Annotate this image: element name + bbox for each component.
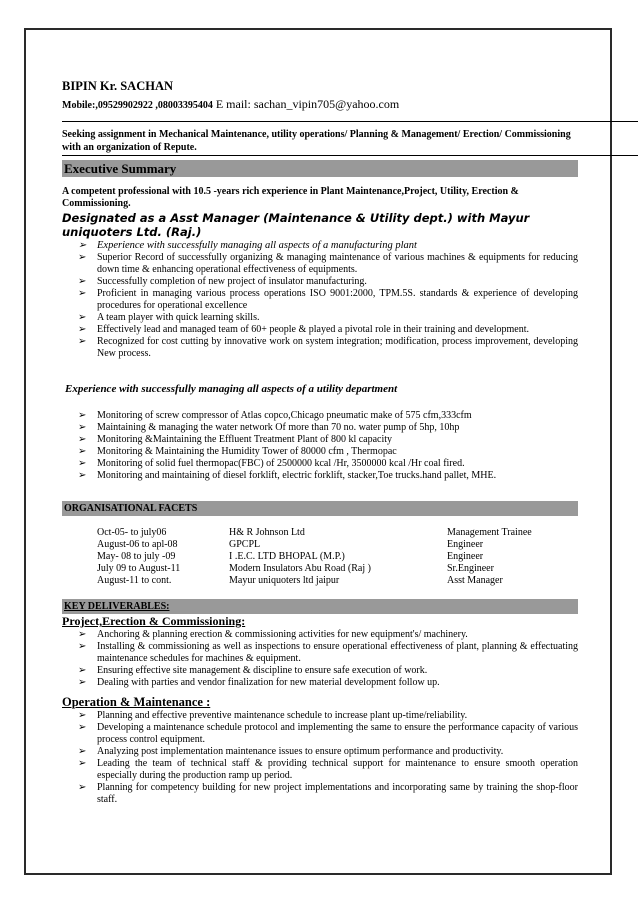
summary-intro: A competent professional with 10.5 -years rich experience in Plant Maintenance,Project, Utility, Erection & Commissioning. <box>62 186 519 209</box>
list-item: ➢ Dealing with parties and vendor finalization for new material development follow up. <box>78 677 440 688</box>
arrow-bullet-icon: ➢ <box>78 324 87 335</box>
operation-list <box>78 710 578 806</box>
arrow-bullet-icon: ➢ <box>78 252 87 263</box>
list-item: ➢ Proficient in managing various process operations ISO 9001:2000, TPM.5S. standards & experience of developing procedures for operational excellence <box>78 288 578 311</box>
arrow-bullet-icon: ➢ <box>78 782 87 793</box>
arrow-bullet-icon: ➢ <box>78 288 87 299</box>
organisational-facets-heading: ORGANISATIONAL FACETS <box>62 501 578 516</box>
list-item: ➢ Experience with successfully managing all aspects of a manufacturing plant <box>78 240 417 251</box>
summary-list <box>78 240 578 360</box>
utility-list <box>78 410 578 482</box>
list-item: ➢ Leading the team of technical staff & providing technical support for maintenance to ensure smooth operation especially during the production ramp up period. <box>78 758 578 781</box>
email-address: E mail: sachan_vipin705@yahoo.com <box>215 97 400 111</box>
list-item: ➢ Maintaining & managing the water network Of more than 70 no. water pump of 5hp, 10hp <box>78 422 460 433</box>
list-item: ➢ Installing & commissioning as well as inspections to ensure operational effectiveness of plant, planning & effectuating maintenance schedules for machines & equipment. <box>78 641 578 664</box>
list-item: ➢ Anchoring & planning erection & commissioning activities for new equipment's/ machinery. <box>78 629 468 640</box>
arrow-bullet-icon: ➢ <box>78 458 87 469</box>
list-item: ➢ Monitoring & Maintaining the Humidity Tower of 80000 cfm , Thermopac <box>78 446 397 457</box>
arrow-bullet-icon: ➢ <box>78 641 87 652</box>
candidate-name: BIPIN Kr. SACHAN <box>62 79 174 93</box>
table-row: August-11 to cont. Mayur uniquoters ltd jaipur Asst Manager <box>97 575 503 586</box>
designation-line: Designated as a Asst Manager (Maintenance & Utility dept.) with Mayur uniquoters Ltd. (Raj.) <box>62 211 530 239</box>
executive-summary-heading: Executive Summary <box>62 160 578 177</box>
arrow-bullet-icon: ➢ <box>78 336 87 347</box>
employment-table <box>97 527 532 587</box>
arrow-bullet-icon: ➢ <box>78 710 87 721</box>
list-item: ➢ Effectively lead and managed team of 60+ people & played a pivotal role in their training and development. <box>78 324 529 335</box>
table-row: July 09 to August-11 Modern Insulators Abu Road (Raj ) Sr.Engineer <box>97 563 494 574</box>
project-list <box>78 629 578 689</box>
arrow-bullet-icon: ➢ <box>78 470 87 481</box>
list-item: ➢ Superior Record of successfully organizing & managing maintenance of various machines & equipments for reducing down time & enhancing operational effectiveness of equipments. <box>78 252 578 275</box>
list-item: ➢ Ensuring effective site management & discipline to ensure safe execution of work. <box>78 665 428 676</box>
list-item: ➢ Successfully completion of new project of insulator manufacturing. <box>78 276 367 287</box>
arrow-bullet-icon: ➢ <box>78 422 87 433</box>
key-deliverables-heading: KEY DELIVERABLES: <box>62 599 578 614</box>
contact-line <box>62 97 399 112</box>
arrow-bullet-icon: ➢ <box>78 410 87 421</box>
list-item: ➢ Monitoring &Maintaining the Effluent Treatment Plant of 800 kl capacity <box>78 434 393 445</box>
header-divider <box>62 121 638 122</box>
list-item: ➢ Planning and effective preventive maintenance schedule to increase plant up-time/reliability. <box>78 710 468 721</box>
list-item: ➢ Monitoring of screw compressor of Atlas copco,Chicago pneumatic make of 575 cfm,333cfm <box>78 410 472 421</box>
arrow-bullet-icon: ➢ <box>78 758 87 769</box>
table-row: Oct-05- to july06 H& R Johnson Ltd Management Trainee <box>97 527 532 538</box>
list-item: ➢ Analyzing post implementation maintenance issues to ensure optimum performance and productivity. <box>78 746 504 757</box>
arrow-bullet-icon: ➢ <box>78 746 87 757</box>
list-item: ➢ A team player with quick learning skills. <box>78 312 260 323</box>
arrow-bullet-icon: ➢ <box>78 665 87 676</box>
list-item: ➢ Monitoring of solid fuel thermopac(FBC) of 2500000 kcal /Hr, 3500000 kcal /Hr coal fired. <box>78 458 465 469</box>
arrow-bullet-icon: ➢ <box>78 629 87 640</box>
arrow-bullet-icon: ➢ <box>78 312 87 323</box>
objective-divider <box>62 155 638 156</box>
utility-heading: Experience with successfully managing all aspects of a utility department <box>65 383 398 395</box>
table-row: May- 08 to july -09 I .E.C. LTD BHOPAL (M.P.) Engineer <box>97 551 484 562</box>
arrow-bullet-icon: ➢ <box>78 677 87 688</box>
arrow-bullet-icon: ➢ <box>78 240 87 251</box>
arrow-bullet-icon: ➢ <box>78 722 87 733</box>
mobile-numbers: Mobile:,09529902922 ,08003395404 <box>62 100 213 111</box>
list-item: ➢ Recognized for cost cutting by innovative work on system integration; modification, process improvement, developing New process. <box>78 336 578 359</box>
arrow-bullet-icon: ➢ <box>78 446 87 457</box>
arrow-bullet-icon: ➢ <box>78 276 87 287</box>
table-row: August-06 to apl-08 GPCPL Engineer <box>97 539 484 550</box>
project-heading: Project,Erection & Commissioning: <box>62 614 246 628</box>
career-objective: Seeking assignment in Mechanical Maintenance, utility operations/ Planning & Management/ Erection/ Commissioning with an organization of Repute. <box>62 129 571 153</box>
list-item: ➢ Planning for competency building for new project implementations and incorporating same by training the shop-floor staff. <box>78 782 578 805</box>
arrow-bullet-icon: ➢ <box>78 434 87 445</box>
list-item: ➢ Monitoring and maintaining of diesel forklift, electric forklift, stacker,Toe trucks.hand pallet, MHE. <box>78 470 497 481</box>
list-item: ➢ Developing a maintenance schedule protocol and implementing the same to ensure the performance capacity of various process control equipment. <box>78 722 578 745</box>
operation-heading: Operation & Maintenance : <box>62 695 211 709</box>
